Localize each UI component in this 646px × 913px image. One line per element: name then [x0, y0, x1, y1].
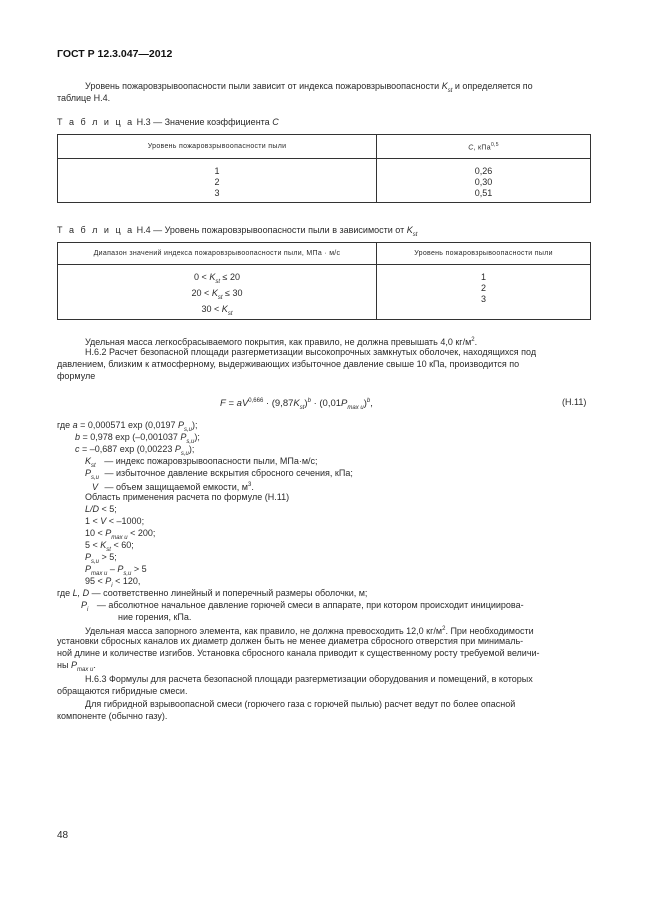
scope-cond-ld: L/D < 5; [85, 504, 117, 514]
table-h4-level: 1 [480, 272, 486, 282]
scope-cond-diff: $P_{max u} - P_{s,u} > 5$ [85, 564, 147, 577]
formula-number: (Н.11) [562, 397, 587, 407]
table-h4-caption: Т а б л и ц а Н.4 — Уровень пожаровзрывоопасности пыли в зависимости от $K_{st}$ [57, 225, 418, 238]
table-h4-level: 3 [480, 294, 486, 304]
intro-line-1: Уровень пожаровзрывоопасности пыли зависит от индекса пожаровзрывоопасности $K_{st}$ и определяется по [85, 81, 533, 94]
table-h3-col2-header: C, кПа$^{0,5}$ [377, 135, 591, 159]
scope-cond-psu: $P_{s,u} > 5$; [85, 552, 117, 565]
table-h4-range: $30 < K_{st}$ [201, 303, 233, 317]
para-h62-line-1: Н.6.2 Расчет безопасной площади разгерметизации высокопрочных замкнутых оболочек, находящихся под [85, 347, 537, 357]
scope-def-ld: где L, D — соответственно линейный и поперечный размеры оболочки, м; [57, 588, 368, 598]
scope-title: Область применения расчета по формуле (Н.11) [85, 492, 290, 502]
table-h3-value: 0,51 [474, 188, 493, 198]
formula-h11: $F = aV^{0,666} \cdot (9,87K_{st})^b \cdot (0,01P_{max u})^b$, [220, 398, 373, 412]
table-h3 [57, 134, 591, 203]
table-h4-level: 2 [480, 283, 486, 293]
scope-cond-v: 1 < V < –1000; [85, 516, 145, 526]
para-hybrid-line-2: компоненте (обычно газу). [57, 711, 168, 721]
where-b: b = 0,978 exp (–0,001037 $P_{s,u}$); [75, 432, 200, 445]
para-h62-line-3: формуле [57, 371, 96, 381]
table-h3-value: 0,30 [474, 177, 493, 187]
para-h63-line-2: обращаются гибридные смеси. [57, 686, 188, 696]
page-number: 48 [57, 830, 69, 841]
table-h3-levels [58, 159, 377, 203]
where-a: где a = 0,000571 exp (0,0197 $P_{s,u}$); [57, 420, 198, 433]
intro-line-2: таблице Н.4. [57, 93, 111, 103]
scope-def-pi-cont: ние горения, кПа. [118, 612, 192, 622]
table-h3-level: 2 [214, 177, 220, 187]
table-h3-value: 0,26 [474, 166, 493, 176]
table-h4-col2-header: Уровень пожаровзрывоопасности пыли [377, 243, 591, 265]
para-h62-line-2: давлением, близким к атмосферному, выдерживающих избыточное давление свыше 10 кПа, производится по [57, 359, 520, 369]
scope-def-pi: $P_i$ — абсолютное начальное давление горючей смеси в аппарате, при котором происходит инициирова- [81, 600, 524, 613]
para-valve-line-3: ной длине и количестве изгибов. Установка сбросного канала приводит к существенному росту требуемой величи- [57, 648, 540, 658]
para-cover-mass: Удельная масса легкосбрасываемого покрытия, как правило, не должна превышать 4,0 $кг/м^2$. [85, 337, 478, 347]
table-h4-levels [377, 265, 591, 320]
para-valve-line-2: установки сбросных каналов их диаметр должен быть не менее диаметра сбросного отверстия при минималь- [57, 636, 524, 646]
where-v: V — объем защищаемой емкости, $м^3$. [92, 482, 254, 492]
where-psu: $P_{s,u}$ — избыточное давление вскрытия сбросного сечения, кПа; [85, 468, 353, 481]
where-c: c = –0,687 exp (0,00223 $P_{s,u}$); [75, 444, 195, 457]
table-h3-caption: Т а б л и ц а Н.3 — Значение коэффициента C [57, 117, 279, 127]
scope-cond-pmax: $10 < P_{max u} < 200$; [85, 528, 156, 541]
table-h4-range: $20 < K_{st} \le 30$ [191, 287, 243, 301]
para-valve-line-1: Удельная масса запорного элемента, как правило, не должна превосходить 12,0 $кг/м^2$. При необходимости [85, 626, 534, 636]
scope-cond-kst: $5 < K_{st} < 60$; [85, 540, 134, 553]
para-hybrid-line-1: Для гибридной взрывоопасной смеси (горючего газа с горючей пылью) расчет ведут по более опасной [85, 699, 516, 709]
table-h4 [57, 242, 591, 320]
table-h3-level: 3 [214, 188, 220, 198]
document-header: ГОСТ Р 12.3.047—2012 [57, 48, 173, 60]
where-kst: $K_{st}$ — индекс пожаровзрывоопасности пыли, МПа·м/с; [85, 456, 318, 469]
table-h4-range: $0 < K_{st} \le 20$ [194, 272, 240, 285]
table-h3-values [377, 159, 591, 203]
table-h4-col1-header: Диапазон значений индекса пожаровзрывоопасности пыли, МПа · м/с [58, 243, 377, 265]
scope-cond-pi: $95 < P_i < 120$, [85, 576, 141, 589]
table-h3-col1-header: Уровень пожаровзрывоопасности пыли [58, 135, 377, 159]
para-h63-line-1: Н.6.3 Формулы для расчета безопасной площади разгерметизации оборудования и помещений, в которых [85, 674, 533, 684]
para-valve-line-4: ны $P_{max u}$. [57, 660, 96, 673]
table-h3-level: 1 [214, 166, 220, 176]
table-h4-ranges [58, 265, 377, 320]
